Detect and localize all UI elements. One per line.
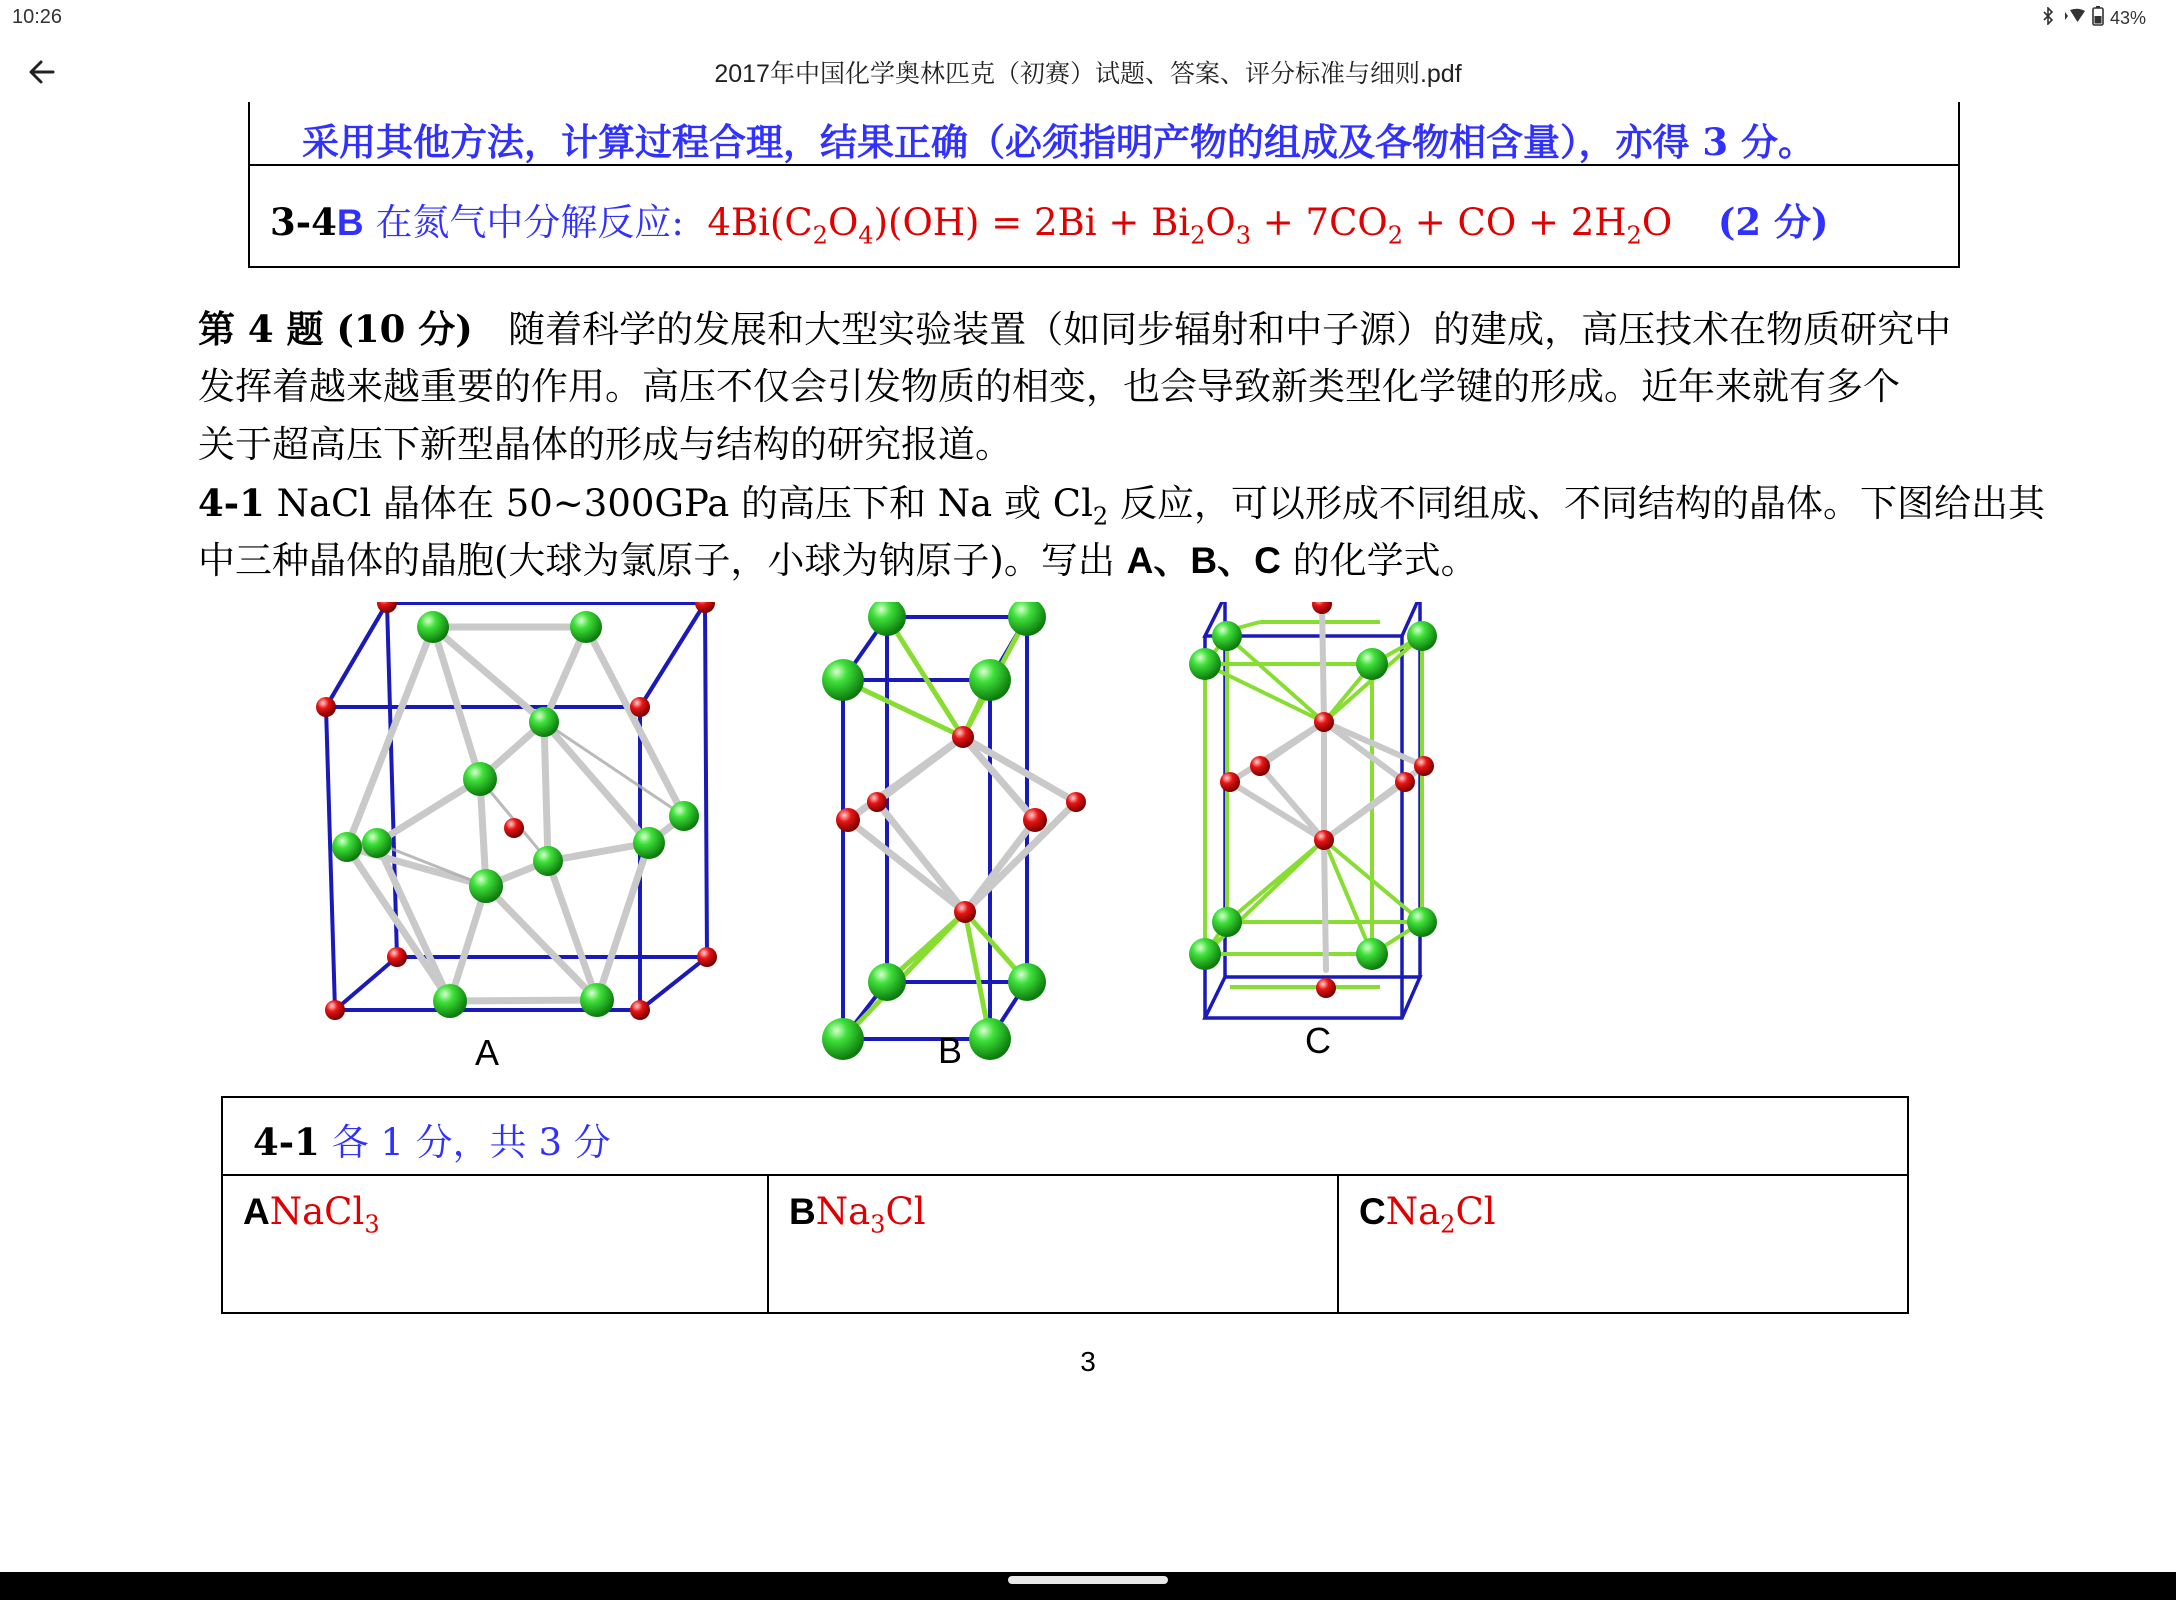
structure-b (822, 602, 1086, 1060)
q41-text-2c: 的化学式。 (1280, 539, 1478, 582)
q4-text-1: 随着科学的发展和大型实验装置（如同步辐射和中子源）的建成，高压技术在物质研究中 (508, 308, 1952, 351)
answer-table (221, 1096, 1909, 1314)
q4-line3: 关于超高压下新型晶体的形成与结构的研究报道。 (198, 423, 1012, 466)
q4-heading: 第 4 题 (10 分) (198, 307, 473, 351)
q41-line2 (198, 532, 1478, 590)
pdf-page[interactable] (0, 102, 2176, 1572)
answer-formula-c: $Na_2Cl$ (1385, 1190, 1496, 1239)
structure-a (316, 602, 717, 1020)
q41-text-1a: NaCl 晶体在 50~300GPa 的高压下和 Na 或 Cl (264, 482, 1093, 525)
answer-cell-c (1339, 1176, 1907, 1314)
grading-box-3 (248, 102, 1960, 268)
status-icons (2042, 6, 2146, 31)
status-bar (0, 0, 2176, 38)
navigation-bar (0, 1572, 2176, 1600)
q4-line2: 发挥着越来越重要的作用。高压不仅会引发物质的相变，也会导致新类型化学键的形成。近年来就有多个 (198, 365, 1900, 408)
document-title: 2017年中国化学奥林匹克（初赛）试题、答案、评分标准与细则.pdf (714, 60, 1462, 88)
reaction-points: (2 分) (1717, 200, 1829, 244)
answer-table-header (223, 1098, 1907, 1176)
figure-label-c: C (1305, 1020, 1331, 1061)
answer-cell-b (769, 1176, 1339, 1314)
answer-cell-a (223, 1176, 769, 1314)
answer-letter-b: B (789, 1191, 816, 1232)
page-number: 3 (1080, 1346, 1096, 1377)
reaction-row (270, 192, 1829, 249)
crystal-structures-svg (300, 602, 1500, 1182)
status-time: 10:26 (12, 6, 63, 28)
reaction-label-letter: B (336, 202, 364, 243)
q41-text-2b: A、B、C (1126, 540, 1281, 581)
figure-label-a: A (475, 1032, 500, 1073)
reaction-desc: 在氮气中分解反应: (363, 201, 696, 244)
q4-line1 (198, 300, 1951, 359)
battery-percent: 43% (2109, 8, 2146, 28)
chlorine-atoms-b (822, 602, 1046, 1060)
answer-letter-a: A (243, 1191, 270, 1232)
answer-formula-b: $Na_3Cl$ (815, 1190, 926, 1239)
q41-text-1b: 反应，可以形成不同组成、不同结构的晶体。下图给出其 (1108, 482, 2045, 525)
battery-icon (2092, 6, 2104, 31)
alt-method-note: 采用其他方法，计算过程合理，结果正确（必须指明产物的组成及各物相含量），亦得 3 分。 (302, 120, 1816, 164)
reaction-label-num: 3-4 (270, 200, 337, 244)
q41-text-2a: 中三种晶体的晶胞(大球为氯原子，小球为钠原子)。写出 (198, 539, 1127, 582)
answer-formula-a: NaCl$_3$ (269, 1190, 380, 1239)
bluetooth-icon (2042, 7, 2054, 30)
structure-c (1189, 602, 1437, 1018)
app-bar (0, 38, 2176, 102)
figure-label-b: B (938, 1030, 963, 1071)
grading-box-row (250, 102, 1958, 166)
answer-head-num: 4-1 (253, 1120, 320, 1164)
answer-letter-c: C (1359, 1191, 1386, 1232)
q41-line1: 4-1 NaCl 晶体在 50~300GPa 的高压下和 Na 或 $Cl_2$ 反应，可以形成不同组成、不同结构的晶体。下图给出其 (198, 481, 2045, 531)
answer-head-text: 各 1 分，共 3 分 (319, 1121, 611, 1164)
crystal-figures (300, 602, 1500, 1182)
q41-num: 4-1 (198, 481, 265, 525)
home-handle[interactable] (1008, 1576, 1168, 1584)
wifi-icon (2060, 7, 2086, 30)
reaction-equation: $4Bi(C_2O_4)(OH) = 2Bi + Bi_2O_3 + 7CO_2$ + CO + $2H_2O$ (695, 201, 1673, 250)
